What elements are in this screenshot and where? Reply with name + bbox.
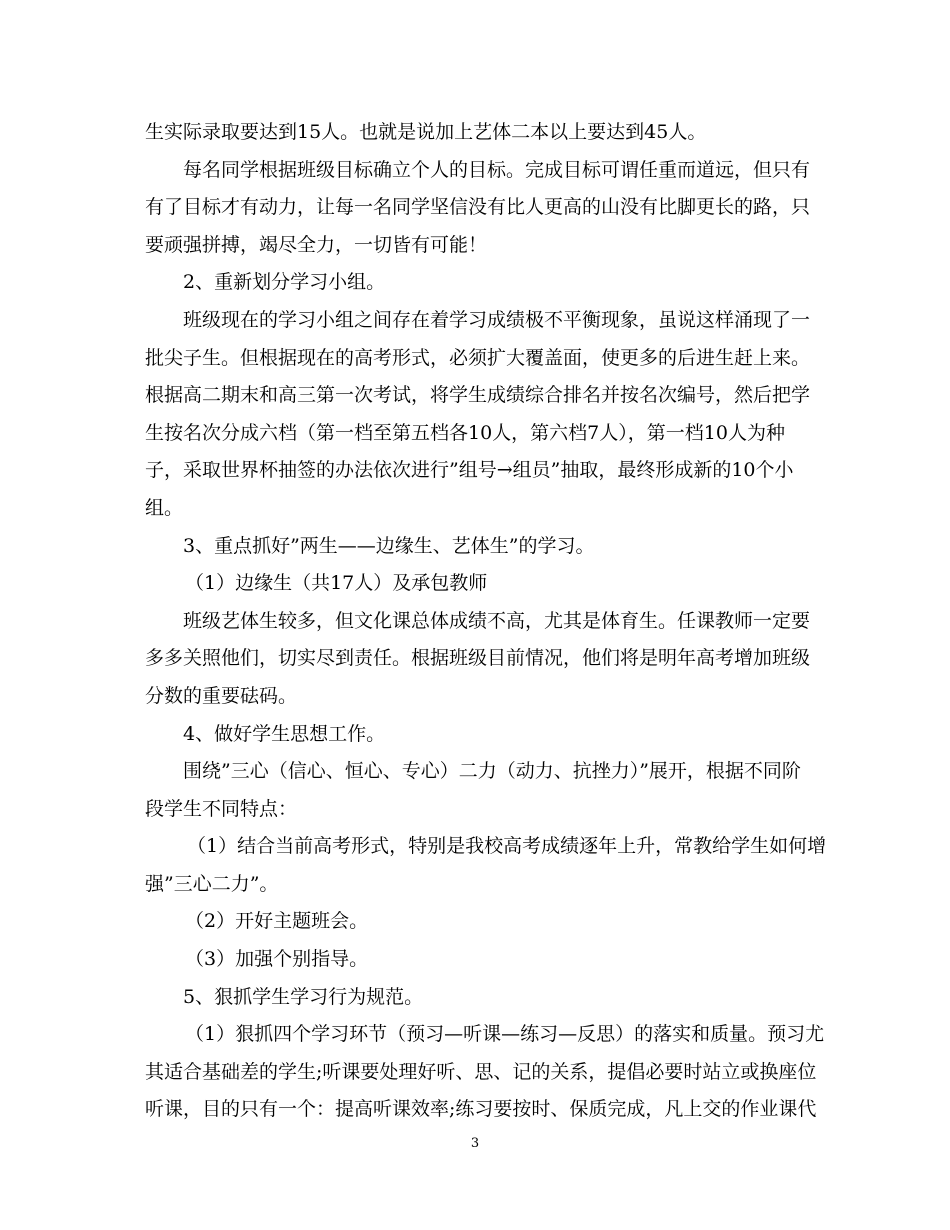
text-line-2: 每名同学根据班级目标确立个人的目标。完成目标可谓任重而道远，但只有 — [183, 158, 811, 181]
text-line-26: 其适合基础差的学生;听课要处理好听、思、记的关系，提倡必要时站立或换座位 — [145, 1060, 817, 1083]
section-heading-5: 5、狠抓学生学习行为规范。 — [183, 985, 424, 1008]
text-line-10: 子，采取世界杯抽签的办法依次进行”组号→组员”抽取，最终形成新的10个小 — [145, 459, 794, 482]
text-line-6: 班级现在的学习小组之间存在着学习成绩极不平衡现象，虽说这样涌现了一 — [183, 308, 811, 331]
document-body — [145, 114, 827, 1129]
text-line-11: 组。 — [145, 496, 184, 519]
text-line-9: 生按名次分成六档（第一档至第五档各10人，第六档7人），第一档10人为种 — [145, 421, 785, 444]
text-line-15: 多多关照他们，切实尽到责任。根据班级目前情况，他们将是明年高考增加班级 — [145, 647, 811, 670]
page-number: 3 — [470, 1136, 480, 1151]
text-line-3: 有了目标才有动力，让每一名同学坚信没有比人更高的山没有比脚更长的路，只 — [145, 196, 811, 219]
section-heading-3: 3、重点抓好”两生——边缘生、艺体生”的学习。 — [183, 534, 595, 557]
list-item-5-1: （1）狠抓四个学习环节（预习—听课—练习—反思）的落实和质量。预习尤 — [185, 1023, 825, 1046]
text-line-16: 分数的重要砝码。 — [145, 684, 298, 707]
text-line-27: 听课，目的只有一个：提高听课效率;练习要按时、保质完成，凡上交的作业课代 — [145, 1098, 817, 1121]
list-item-4-2: （2）开好主题班会。 — [185, 910, 369, 933]
text-line-4: 要顽强拼搏，竭尽全力，一切皆有可能！ — [145, 233, 488, 256]
text-line-19: 段学生不同特点： — [145, 797, 298, 820]
subsection-heading-3-1: （1）边缘生（共17人）及承包教师 — [185, 572, 488, 595]
text-line-7: 批尖子生。但根据现在的高考形式，必须扩大覆盖面，使更多的后进生赶上来。 — [145, 346, 811, 369]
section-heading-4: 4、做好学生思想工作。 — [183, 722, 386, 745]
text-line-8: 根据高二期末和高三第一次考试，将学生成绩综合排名并按名次编号，然后把学 — [145, 384, 811, 407]
list-item-4-1: （1）结合当前高考形式，特别是我校高考成绩逐年上升，常教给学生如何增 — [187, 835, 827, 858]
section-heading-2: 2、重新划分学习小组。 — [183, 271, 386, 294]
text-line-14: 班级艺体生较多，但文化课总体成绩不高，尤其是体育生。任课教师一定要 — [183, 609, 811, 632]
text-line-21: 强”三心二力”。 — [145, 872, 279, 895]
text-line-1: 生实际录取要达到15人。也就是说加上艺体二本以上要达到45人。 — [145, 121, 707, 143]
list-item-4-3: （3）加强个别指导。 — [185, 948, 369, 971]
text-line-18: 围绕”三心（信心、恒心、专心）二力（动力、抗挫力）”展开，根据不同阶 — [183, 760, 801, 783]
